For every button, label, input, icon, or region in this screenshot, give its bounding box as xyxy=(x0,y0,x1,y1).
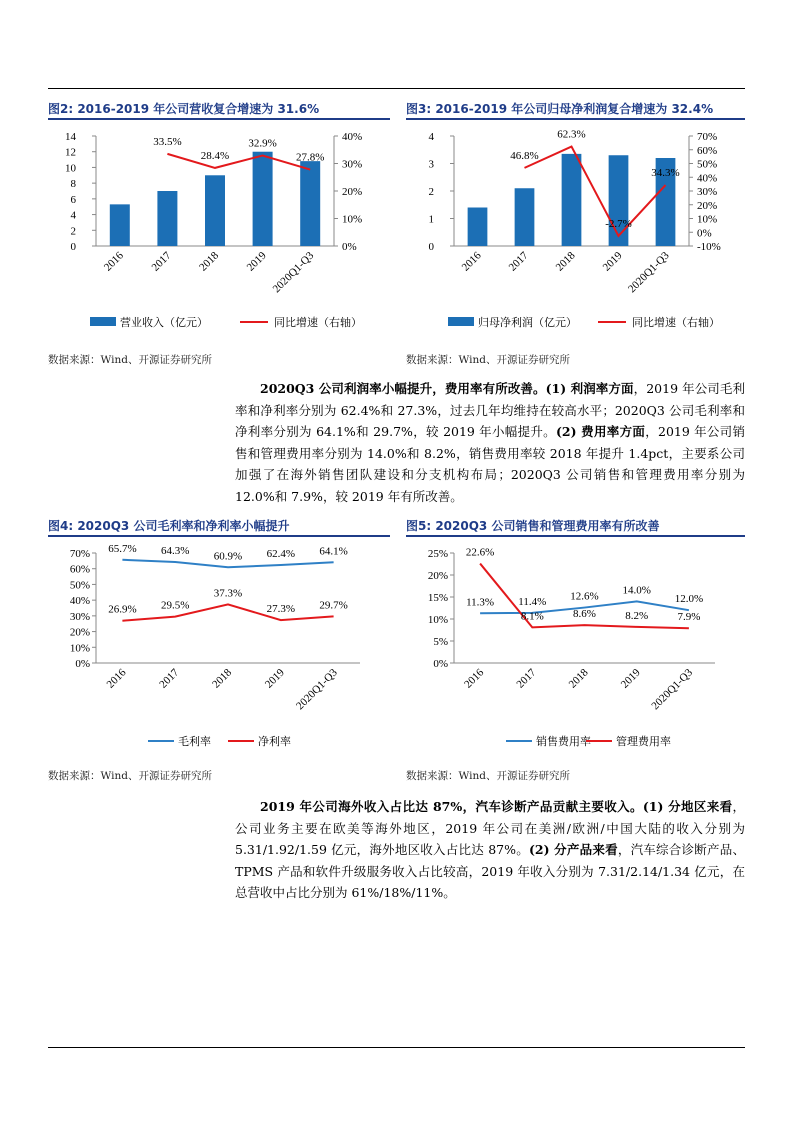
figure-3-chart xyxy=(406,122,745,340)
figure-3-rule xyxy=(406,118,745,120)
y2-tick-label: 10% xyxy=(697,213,718,226)
x-tick-label: 2018 xyxy=(197,249,222,274)
y-tick-label: 14 xyxy=(65,131,76,143)
figure-4-title: 图4: 2020Q3 公司毛利率和净利率小幅提升 xyxy=(48,519,290,533)
x-tick-label: 2019 xyxy=(618,666,643,691)
x-tick-label: 2020Q1-Q3 xyxy=(625,249,672,296)
x-tick-label: 2017 xyxy=(514,666,539,691)
y-tick-label: 25% xyxy=(427,548,448,560)
series-data-label: 64.3% xyxy=(160,544,190,557)
figure-4-source: 数据来源：Wind、开源证券研究所 xyxy=(48,770,212,782)
x-tick-label: 2019 xyxy=(262,666,287,691)
y-tick-label: 10 xyxy=(65,162,76,175)
x-tick-label: 2017 xyxy=(157,666,182,691)
legend-bar-swatch xyxy=(90,317,116,326)
legend-label: 毛利率 xyxy=(178,736,211,748)
line-data-label: 62.3% xyxy=(557,128,586,141)
y2-tick-label: 30% xyxy=(697,186,718,198)
figure-5-rule xyxy=(406,535,745,537)
y2-tick-label: 50% xyxy=(697,158,718,171)
series-data-label: 11.4% xyxy=(518,595,547,608)
x-tick-label: 2019 xyxy=(600,249,625,274)
y2-tick-label: 70% xyxy=(697,131,718,143)
y2-tick-label: 40% xyxy=(342,131,363,143)
legend-label: 管理费用率 xyxy=(616,736,671,748)
paragraph-segment: ，2019 年公司毛利率和净利率分别为 62.4%和 27.3%，过去几年均维持在较高水平；2020Q3 公司毛利率和净利率分别为 64.1%和 29.7%，较 2019 年小幅提升。 xyxy=(235,381,745,439)
y2-tick-label: 10% xyxy=(342,213,363,226)
y-tick-label: 12 xyxy=(65,146,76,159)
figure-5-source: 数据来源：Wind、开源证券研究所 xyxy=(406,770,570,782)
y-tick-label: 50% xyxy=(69,579,90,592)
series-data-label: 12.0% xyxy=(674,593,704,606)
y-tick-label: 0 xyxy=(70,241,76,253)
growth-line xyxy=(167,154,310,170)
x-tick-label: 2017 xyxy=(149,249,174,274)
series-data-label: 27.3% xyxy=(266,603,296,616)
bar xyxy=(562,154,582,246)
x-tick-label: 2020Q1-Q3 xyxy=(294,666,340,713)
paragraph-revenue-mix xyxy=(235,796,745,904)
y-tick-label: 8 xyxy=(70,178,76,191)
x-tick-label: 2016 xyxy=(101,249,126,274)
series-data-label: 11.3% xyxy=(466,596,495,609)
figure-2-rule xyxy=(48,118,390,120)
y-tick-label: 0 xyxy=(428,241,434,253)
paragraph-segment: ，汽车综合诊断产品、TPMS 产品和软件升级服务收入占比较高，2019 年收入分别为 7.31/2.14/1.34 亿元，在总营收中占比分别为 61%/18%/11%。 xyxy=(235,842,745,900)
paragraph-text xyxy=(235,378,745,507)
x-tick-label: 2018 xyxy=(566,666,591,691)
bar xyxy=(300,161,320,246)
series-data-label: 12.6% xyxy=(570,590,599,603)
line-data-label: 46.8% xyxy=(510,149,539,162)
y-tick-label: 2 xyxy=(70,225,76,238)
legend-line-label: 同比增速（右轴） xyxy=(274,317,362,329)
series-data-label: 8.6% xyxy=(573,608,596,621)
y-tick-label: 5% xyxy=(433,636,448,648)
bar xyxy=(157,191,177,246)
growth-line xyxy=(525,147,666,236)
y-tick-label: 40% xyxy=(69,595,90,608)
paragraph-bold-segment: (2) 分产品来看 xyxy=(529,842,618,857)
legend-bar-label: 归母净利润（亿元） xyxy=(478,317,577,329)
line-data-label: 34.3% xyxy=(651,167,680,180)
x-tick-label: 2018 xyxy=(210,666,235,691)
x-tick-label: 2020Q1-Q3 xyxy=(649,666,696,713)
legend-label: 销售费用率 xyxy=(536,736,591,748)
y-tick-label: 4 xyxy=(70,209,76,222)
series-data-label: 60.9% xyxy=(213,550,243,563)
series-data-label: 37.3% xyxy=(213,587,243,600)
paragraph-segment: ，公司业务主要在欧美等海外地区，2019 年公司在美洲/欧洲/中国大陆的收入分别为 5.31/1.92/1.59 亿元，海外地区收入占比达 87%。 xyxy=(235,799,745,857)
y-tick-label: 20% xyxy=(69,626,90,639)
x-tick-label: 2020Q1-Q3 xyxy=(270,249,317,296)
y-tick-label: 15% xyxy=(427,592,448,604)
y2-tick-label: 20% xyxy=(342,186,363,198)
legend-label: 净利率 xyxy=(258,736,291,748)
figure-4-chart xyxy=(48,539,390,757)
figure-2-source: 数据来源：Wind、开源证券研究所 xyxy=(48,354,212,366)
y-tick-label: 20% xyxy=(427,570,448,582)
series-data-label: 65.7% xyxy=(108,542,137,555)
x-tick-label: 2016 xyxy=(104,666,129,691)
bar xyxy=(110,204,130,246)
x-tick-label: 2018 xyxy=(553,249,578,274)
legend-bar-swatch xyxy=(448,317,474,326)
y2-tick-label: 40% xyxy=(697,172,718,185)
series-data-label: 62.4% xyxy=(266,547,296,560)
y-tick-label: 2 xyxy=(428,186,434,198)
y-tick-label: 6 xyxy=(70,193,76,206)
y-tick-label: 1 xyxy=(428,213,434,226)
series-data-label: 14.0% xyxy=(622,584,651,597)
y-tick-label: 70% xyxy=(69,548,90,560)
bottom-rule xyxy=(48,1047,745,1048)
series-data-label: 29.7% xyxy=(319,599,348,612)
x-tick-label: 2017 xyxy=(506,249,531,274)
y-tick-label: 60% xyxy=(69,563,90,576)
paragraph-bold-segment: (2) 费用率方面 xyxy=(555,424,646,439)
paragraph-profitability xyxy=(235,378,745,507)
figure-3-title: 图3: 2016-2019 年公司归母净利润复合增速为 32.4% xyxy=(406,102,714,116)
series-data-label: 8.2% xyxy=(625,609,649,622)
series-line-1 xyxy=(122,604,333,620)
x-tick-label: 2016 xyxy=(459,249,484,274)
y-tick-label: 3 xyxy=(428,158,434,171)
figure-5-chart xyxy=(406,539,745,757)
figure-2-title: 图2: 2016-2019 年公司营收复合增速为 31.6% xyxy=(48,102,320,116)
series-data-label: 22.6% xyxy=(465,546,495,559)
figure-4-rule xyxy=(48,535,390,537)
bar xyxy=(468,208,488,247)
x-tick-label: 2019 xyxy=(244,249,269,274)
series-data-label: 7.9% xyxy=(677,611,701,624)
figure-3-source: 数据来源：Wind、开源证券研究所 xyxy=(406,354,570,366)
bar xyxy=(515,188,535,246)
bar xyxy=(609,155,629,246)
y2-tick-label: 30% xyxy=(342,158,363,171)
bar xyxy=(253,152,273,246)
legend-line-label: 同比增速（右轴） xyxy=(632,317,720,329)
y-tick-label: 10% xyxy=(69,642,90,655)
y2-tick-label: 20% xyxy=(697,199,718,212)
line-data-label: 32.9% xyxy=(248,137,277,150)
line-data-label: 28.4% xyxy=(200,149,230,162)
line-data-label: 27.8% xyxy=(295,151,325,164)
series-data-label: 8.1% xyxy=(520,610,544,623)
paragraph-bold-segment: 2020Q3 公司利润率小幅提升，费用率有所改善。(1) 利润率方面 xyxy=(260,381,634,396)
top-rule xyxy=(48,88,745,89)
series-data-label: 29.5% xyxy=(160,599,190,612)
y-tick-label: 0% xyxy=(433,658,448,670)
y-tick-label: 0% xyxy=(75,658,90,670)
figure-2-chart xyxy=(48,122,390,340)
figure-5-title: 图5: 2020Q3 公司销售和管理费用率有所改善 xyxy=(406,519,660,533)
y2-tick-label: 0% xyxy=(342,241,357,253)
y2-tick-label: 60% xyxy=(697,144,718,157)
paragraph-segment: ，2019 年公司销售和管理费用率分别为 14.0%和 8.2%，销售费用率较 2018 年提升 1.4pct，主要系公司加强了在海外销售团队建设和分支机构布局；2020Q3 公司销售和管理费用率分别为 12.0%和 7.9%，较 2019 年有所改善。 xyxy=(235,424,745,504)
line-data-label: -2.7% xyxy=(605,217,632,230)
series-data-label: 64.1% xyxy=(319,545,348,558)
y2-tick-label: -10% xyxy=(697,241,721,253)
y-tick-label: 30% xyxy=(69,610,90,623)
series-data-label: 26.9% xyxy=(108,603,137,616)
y-tick-label: 10% xyxy=(427,614,448,626)
line-data-label: 33.5% xyxy=(153,135,182,148)
legend-bar-label: 营业收入（亿元） xyxy=(120,317,208,329)
y-tick-label: 4 xyxy=(428,131,434,143)
y2-tick-label: 0% xyxy=(697,227,712,240)
bar xyxy=(205,175,225,246)
x-tick-label: 2016 xyxy=(462,666,487,691)
paragraph-text xyxy=(235,796,745,904)
paragraph-bold-segment: 2019 年公司海外收入占比达 87%，汽车诊断产品贡献主要收入。(1) 分地区来看 xyxy=(260,799,733,814)
